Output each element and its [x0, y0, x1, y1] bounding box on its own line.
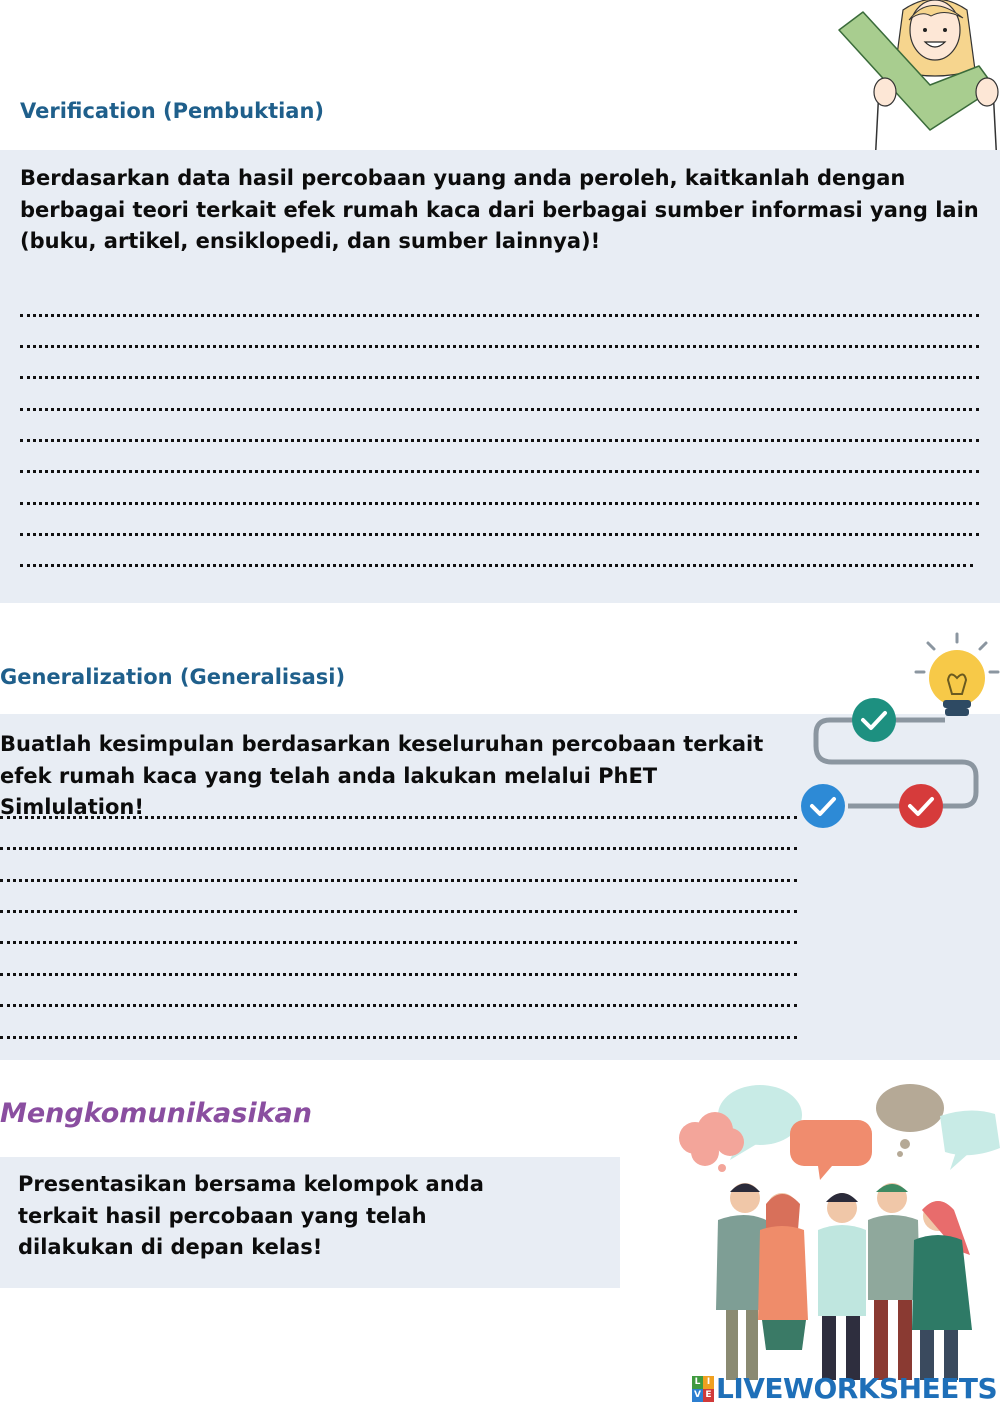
liveworksheets-logo — [692, 1376, 714, 1402]
generalization-answer-line[interactable] — [0, 788, 797, 819]
generalization-answer-line[interactable] — [0, 945, 797, 976]
verification-answer-line[interactable] — [20, 348, 979, 379]
verification-heading: Verification (Pembuktian) — [20, 99, 325, 123]
girl-with-check-illustration — [835, 0, 1000, 165]
generalization-prompt: Buatlah kesimpulan berdasarkan keseluruhan percobaan terkait efek rumah kaca yang telah anda lakukan melalui PhET Simlulation! — [0, 732, 764, 819]
generalization-answer-line[interactable] — [0, 882, 797, 913]
verification-answer-line[interactable] — [20, 474, 979, 505]
communication-heading: Mengkomunikasikan — [0, 1098, 313, 1129]
logo-letter-v: V — [692, 1389, 703, 1402]
verification-answer-line[interactable] — [20, 442, 979, 473]
generalization-answer-line[interactable] — [0, 913, 797, 944]
verification-answer-line[interactable] — [20, 505, 979, 536]
verification-answer-line[interactable] — [20, 380, 979, 411]
generalization-answer-line[interactable] — [0, 851, 797, 882]
generalization-answer-line[interactable] — [0, 976, 797, 1007]
lightbulb-process-illustration — [800, 628, 1000, 838]
generalization-answer-line[interactable] — [0, 819, 797, 850]
verification-answer-line[interactable] — [20, 411, 979, 442]
logo-letter-e: E — [703, 1389, 714, 1402]
logo-letter-i: I — [703, 1376, 714, 1389]
communication-prompt: Presentasikan bersama kelompok anda terkait hasil percobaan yang telah dilakukan di depan kelas! — [18, 1172, 484, 1259]
verification-prompt: Berdasarkan data hasil percobaan yuang anda peroleh, kaitkanlah dengan berbagai teori terkait efek rumah kaca dari berbagai sumber informasi yang lain (buku, artikel, ensiklopedi, dan sumber lainnya)! — [20, 166, 979, 253]
generalization-answer-line[interactable] — [0, 1008, 797, 1039]
verification-answer-line[interactable] — [20, 286, 979, 317]
verification-answer-line[interactable] — [20, 317, 979, 348]
liveworksheets-brand-name[interactable]: LIVEWORKSHEETS — [716, 1372, 998, 1405]
group-discussion-illustration — [670, 1080, 1000, 1380]
logo-letter-l: L — [692, 1376, 703, 1389]
verification-answer-line[interactable] — [20, 536, 973, 567]
generalization-heading: Generalization (Generalisasi) — [0, 665, 346, 689]
